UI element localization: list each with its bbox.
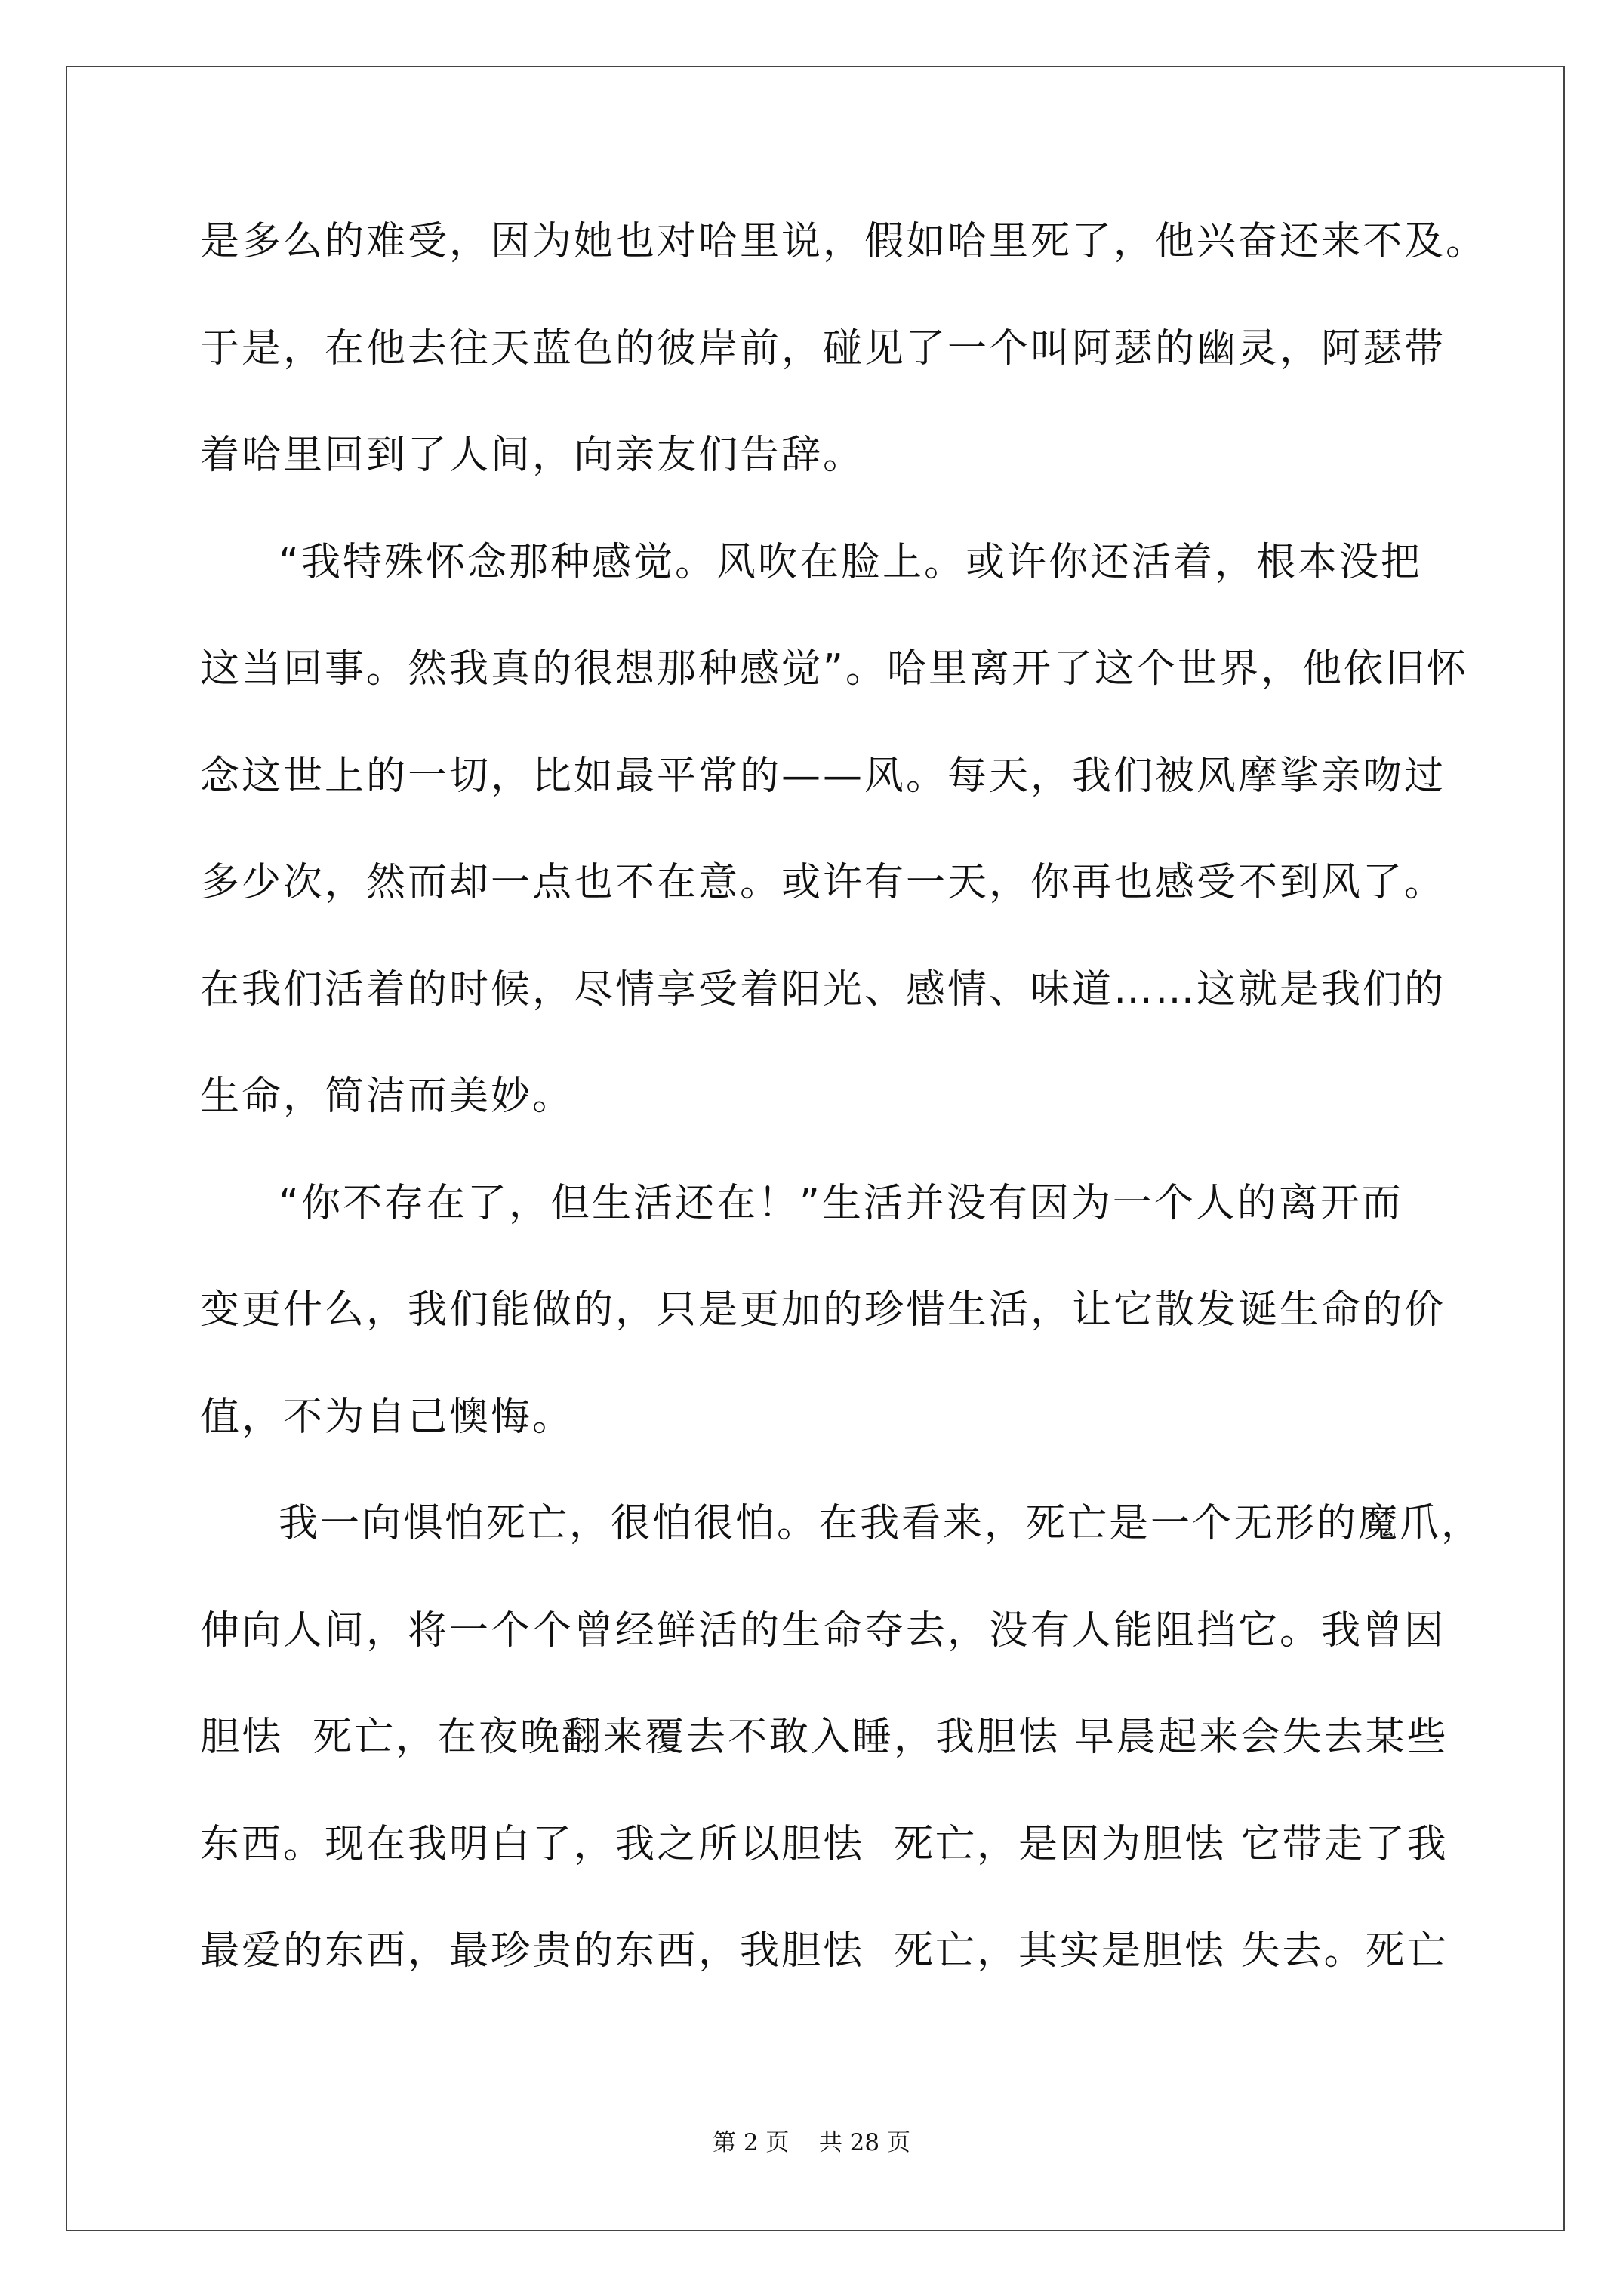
text-line: 我一向惧怕死亡，很怕很怕。在我看来，死亡是一个无形的魔爪， xyxy=(279,1501,1483,1546)
text-line: “你不存在了，但生活还在！”生活并没有因为一个人的离开而 xyxy=(279,1180,1403,1226)
text-line: 生命，简洁而美妙。 xyxy=(200,1074,574,1119)
paragraph-2 xyxy=(200,510,1468,1151)
paragraph-3 xyxy=(200,1151,1446,1472)
text-line: 这当回事。然我真的很想那种感觉”。哈里离开了这个世界，他依旧怀 xyxy=(200,646,1468,692)
text-line: 于是，在他去往天蓝色的彼岸前，碰见了一个叫阿瑟的幽灵，阿瑟带 xyxy=(200,325,1446,371)
paragraph-4 xyxy=(200,1471,1483,2005)
text-line: 值，不为自己懊悔。 xyxy=(200,1394,574,1440)
text-line: 多少次，然而却一点也不在意。或许有一天，你再也感受不到风了。 xyxy=(200,860,1446,905)
paragraph-1 xyxy=(200,189,1488,510)
text-line: 念这世上的一切，比如最平常的——风。每天，我们被风摩挲亲吻过 xyxy=(200,753,1446,799)
document-body xyxy=(200,189,1488,2005)
text-line: 东西。现在我明白了，我之所以胆怯 死亡，是因为胆怯 它带走了我 xyxy=(200,1821,1449,1867)
text-line: 伸向人间，将一个个曾经鲜活的生命夺去，没有人能阻挡它。我曾因 xyxy=(200,1607,1446,1653)
text-line: “我特殊怀念那种感觉。风吹在脸上。或许你还活着，根本没把 xyxy=(279,539,1422,585)
text-line: 变更什么，我们能做的，只是更加的珍惜生活，让它散发诞生命的价 xyxy=(200,1287,1446,1333)
text-line: 着哈里回到了人间，向亲友们告辞。 xyxy=(200,433,865,478)
text-line: 是多么的难受，因为她也对哈里说，假如哈里死了，他兴奋还来不及。 xyxy=(200,219,1488,264)
text-line: 胆怯 死亡，在夜晚翻来覆去不敢入睡，我胆怯 早晨起来会失去某些 xyxy=(200,1715,1449,1760)
text-line: 在我们活着的时候，尽情享受着阳光、感情、味道……这就是我们的 xyxy=(200,966,1446,1012)
text-line: 最爱的东西，最珍贵的东西，我胆怯 死亡，其实是胆怯 失去。死亡 xyxy=(200,1928,1449,1974)
page-number-footer: 第 2 页 共 28 页 xyxy=(712,2129,910,2156)
